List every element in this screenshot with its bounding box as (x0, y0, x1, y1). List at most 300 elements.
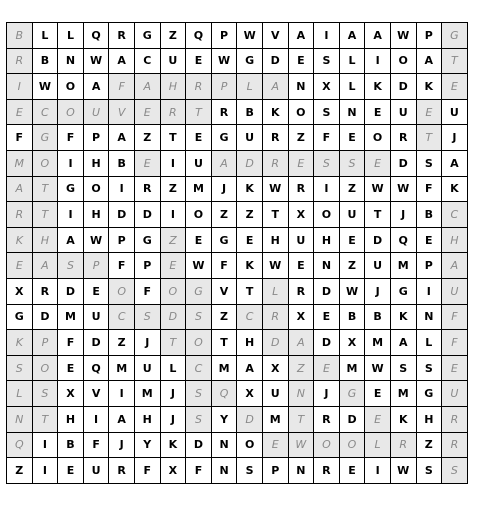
grid-cell[interactable]: F (58, 125, 84, 151)
grid-cell[interactable]: D (390, 150, 416, 176)
grid-cell[interactable]: R (32, 278, 58, 304)
grid-cell[interactable]: Z (288, 355, 314, 381)
grid-cell[interactable]: D (58, 278, 84, 304)
grid-cell[interactable]: B (416, 202, 442, 228)
grid-cell[interactable]: R (262, 304, 288, 330)
grid-cell[interactable]: E (288, 48, 314, 74)
grid-cell[interactable]: Z (339, 176, 365, 202)
grid-cell[interactable]: Z (339, 253, 365, 279)
grid-cell[interactable]: K (365, 74, 391, 100)
grid-cell[interactable]: D (237, 150, 263, 176)
grid-cell[interactable]: H (314, 227, 340, 253)
grid-cell[interactable]: U (262, 381, 288, 407)
grid-cell[interactable]: P (211, 74, 237, 100)
grid-cell[interactable]: A (211, 150, 237, 176)
grid-cell[interactable]: W (237, 23, 263, 49)
grid-cell[interactable]: Q (186, 23, 212, 49)
grid-cell[interactable]: E (339, 458, 365, 484)
grid-cell[interactable]: M (211, 355, 237, 381)
grid-cell[interactable]: Q (83, 355, 109, 381)
grid-cell[interactable]: X (58, 381, 84, 407)
grid-cell[interactable]: A (134, 74, 160, 100)
grid-cell[interactable]: L (32, 23, 58, 49)
grid-cell[interactable]: Z (237, 202, 263, 228)
grid-cell[interactable]: I (32, 432, 58, 458)
grid-cell[interactable]: E (134, 150, 160, 176)
grid-cell[interactable]: P (109, 227, 135, 253)
grid-cell[interactable]: E (365, 99, 391, 125)
grid-cell[interactable]: O (237, 432, 263, 458)
grid-cell[interactable]: M (134, 381, 160, 407)
grid-cell[interactable]: A (237, 355, 263, 381)
grid-cell[interactable]: T (442, 48, 468, 74)
grid-cell[interactable]: L (7, 381, 33, 407)
grid-cell[interactable]: Q (211, 381, 237, 407)
grid-cell[interactable]: W (186, 253, 212, 279)
grid-cell[interactable]: M (390, 253, 416, 279)
grid-cell[interactable]: M (262, 406, 288, 432)
grid-cell[interactable]: F (416, 176, 442, 202)
grid-cell[interactable]: Z (160, 23, 186, 49)
grid-cell[interactable]: D (109, 202, 135, 228)
grid-cell[interactable]: U (442, 381, 468, 407)
grid-cell[interactable]: W (339, 278, 365, 304)
grid-cell[interactable]: B (237, 99, 263, 125)
grid-cell[interactable]: N (288, 381, 314, 407)
grid-cell[interactable]: E (365, 406, 391, 432)
grid-cell[interactable]: J (390, 202, 416, 228)
grid-cell[interactable]: I (32, 458, 58, 484)
grid-cell[interactable]: X (160, 458, 186, 484)
grid-cell[interactable]: E (314, 304, 340, 330)
grid-cell[interactable]: V (109, 99, 135, 125)
grid-cell[interactable]: A (7, 176, 33, 202)
grid-cell[interactable]: W (390, 23, 416, 49)
grid-cell[interactable]: A (109, 48, 135, 74)
grid-cell[interactable]: S (134, 304, 160, 330)
grid-cell[interactable]: C (134, 48, 160, 74)
grid-cell[interactable]: U (390, 99, 416, 125)
grid-cell[interactable]: P (211, 23, 237, 49)
grid-cell[interactable]: F (134, 458, 160, 484)
grid-cell[interactable]: G (58, 176, 84, 202)
grid-cell[interactable]: R (262, 150, 288, 176)
grid-cell[interactable]: V (262, 23, 288, 49)
grid-cell[interactable]: E (186, 48, 212, 74)
grid-cell[interactable]: I (7, 74, 33, 100)
grid-cell[interactable]: H (262, 227, 288, 253)
grid-cell[interactable]: W (365, 355, 391, 381)
grid-cell[interactable]: E (442, 355, 468, 381)
grid-cell[interactable]: W (83, 227, 109, 253)
grid-cell[interactable]: B (58, 432, 84, 458)
grid-cell[interactable]: F (109, 253, 135, 279)
grid-cell[interactable]: R (7, 202, 33, 228)
grid-cell[interactable]: K (416, 74, 442, 100)
grid-cell[interactable]: G (211, 125, 237, 151)
grid-cell[interactable]: X (314, 74, 340, 100)
grid-cell[interactable]: R (314, 458, 340, 484)
grid-cell[interactable]: U (237, 125, 263, 151)
grid-cell[interactable]: E (365, 150, 391, 176)
grid-cell[interactable]: P (416, 23, 442, 49)
grid-cell[interactable]: G (7, 304, 33, 330)
grid-cell[interactable]: F (314, 125, 340, 151)
grid-cell[interactable]: N (288, 74, 314, 100)
grid-cell[interactable]: S (186, 304, 212, 330)
grid-cell[interactable]: N (211, 432, 237, 458)
grid-cell[interactable]: T (288, 406, 314, 432)
grid-cell[interactable]: D (134, 202, 160, 228)
grid-cell[interactable]: R (288, 278, 314, 304)
grid-cell[interactable]: M (339, 355, 365, 381)
grid-cell[interactable]: C (442, 202, 468, 228)
grid-cell[interactable]: U (442, 278, 468, 304)
grid-cell[interactable]: T (160, 330, 186, 356)
grid-cell[interactable]: R (390, 125, 416, 151)
grid-cell[interactable]: T (365, 202, 391, 228)
grid-cell[interactable]: D (32, 304, 58, 330)
grid-cell[interactable]: F (7, 125, 33, 151)
grid-cell[interactable]: L (416, 330, 442, 356)
grid-cell[interactable]: J (211, 176, 237, 202)
grid-cell[interactable]: H (58, 406, 84, 432)
grid-cell[interactable]: Z (416, 432, 442, 458)
grid-cell[interactable]: K (7, 330, 33, 356)
grid-cell[interactable]: J (365, 278, 391, 304)
grid-cell[interactable]: N (416, 304, 442, 330)
grid-cell[interactable]: T (32, 176, 58, 202)
grid-cell[interactable]: U (83, 99, 109, 125)
grid-cell[interactable]: S (390, 355, 416, 381)
grid-cell[interactable]: J (160, 381, 186, 407)
grid-cell[interactable]: O (58, 74, 84, 100)
grid-cell[interactable]: X (262, 355, 288, 381)
grid-cell[interactable]: I (160, 150, 186, 176)
grid-cell[interactable]: V (83, 381, 109, 407)
grid-cell[interactable]: E (58, 355, 84, 381)
grid-cell[interactable]: G (237, 48, 263, 74)
grid-cell[interactable]: D (365, 227, 391, 253)
grid-cell[interactable]: S (314, 48, 340, 74)
grid-cell[interactable]: E (7, 99, 33, 125)
grid-cell[interactable]: K (7, 227, 33, 253)
grid-cell[interactable]: R (390, 432, 416, 458)
grid-cell[interactable]: S (186, 406, 212, 432)
grid-cell[interactable]: M (365, 330, 391, 356)
grid-cell[interactable]: D (237, 406, 263, 432)
grid-cell[interactable]: D (83, 330, 109, 356)
grid-cell[interactable]: O (314, 202, 340, 228)
grid-cell[interactable]: P (83, 125, 109, 151)
grid-cell[interactable]: E (262, 432, 288, 458)
grid-cell[interactable]: R (288, 176, 314, 202)
grid-cell[interactable]: N (7, 406, 33, 432)
grid-cell[interactable]: A (32, 253, 58, 279)
grid-cell[interactable]: G (186, 278, 212, 304)
grid-cell[interactable]: Z (109, 330, 135, 356)
grid-cell[interactable]: S (416, 458, 442, 484)
grid-cell[interactable]: U (83, 458, 109, 484)
grid-cell[interactable]: Z (211, 202, 237, 228)
grid-cell[interactable]: W (262, 253, 288, 279)
grid-cell[interactable]: M (7, 150, 33, 176)
grid-cell[interactable]: S (416, 355, 442, 381)
grid-cell[interactable]: A (262, 74, 288, 100)
grid-cell[interactable]: U (83, 304, 109, 330)
grid-cell[interactable]: P (32, 330, 58, 356)
grid-cell[interactable]: H (83, 202, 109, 228)
grid-cell[interactable]: W (390, 176, 416, 202)
grid-cell[interactable]: O (288, 99, 314, 125)
grid-cell[interactable]: A (339, 23, 365, 49)
grid-cell[interactable]: W (365, 176, 391, 202)
grid-cell[interactable]: O (186, 330, 212, 356)
grid-cell[interactable]: W (32, 74, 58, 100)
grid-cell[interactable]: H (442, 227, 468, 253)
grid-cell[interactable]: A (288, 23, 314, 49)
grid-cell[interactable]: A (109, 406, 135, 432)
grid-cell[interactable]: A (442, 253, 468, 279)
grid-cell[interactable]: R (7, 48, 33, 74)
grid-cell[interactable]: O (390, 48, 416, 74)
grid-cell[interactable]: W (390, 458, 416, 484)
grid-cell[interactable]: Z (134, 125, 160, 151)
grid-cell[interactable]: O (83, 176, 109, 202)
grid-cell[interactable]: A (365, 23, 391, 49)
grid-cell[interactable]: E (442, 74, 468, 100)
grid-cell[interactable]: M (390, 381, 416, 407)
grid-cell[interactable]: D (262, 48, 288, 74)
grid-cell[interactable]: M (109, 355, 135, 381)
grid-cell[interactable]: N (339, 99, 365, 125)
grid-cell[interactable]: I (58, 202, 84, 228)
grid-cell[interactable]: O (365, 125, 391, 151)
grid-cell[interactable]: A (390, 330, 416, 356)
grid-cell[interactable]: E (58, 458, 84, 484)
grid-cell[interactable]: D (262, 330, 288, 356)
grid-cell[interactable]: Z (160, 176, 186, 202)
grid-cell[interactable]: G (339, 381, 365, 407)
grid-cell[interactable]: T (416, 125, 442, 151)
grid-cell[interactable]: K (237, 253, 263, 279)
grid-cell[interactable]: H (83, 150, 109, 176)
grid-cell[interactable]: Q (7, 432, 33, 458)
grid-cell[interactable]: E (314, 355, 340, 381)
grid-cell[interactable]: I (83, 406, 109, 432)
grid-cell[interactable]: U (160, 48, 186, 74)
grid-cell[interactable]: F (186, 458, 212, 484)
grid-cell[interactable]: G (32, 125, 58, 151)
grid-cell[interactable]: K (237, 176, 263, 202)
grid-cell[interactable]: A (416, 48, 442, 74)
grid-cell[interactable]: T (32, 406, 58, 432)
grid-cell[interactable]: P (262, 458, 288, 484)
grid-cell[interactable]: N (314, 253, 340, 279)
grid-cell[interactable]: D (160, 304, 186, 330)
grid-cell[interactable]: D (314, 330, 340, 356)
grid-cell[interactable]: G (442, 23, 468, 49)
grid-cell[interactable]: O (32, 355, 58, 381)
grid-cell[interactable]: D (339, 406, 365, 432)
grid-cell[interactable]: L (237, 74, 263, 100)
grid-cell[interactable]: H (134, 406, 160, 432)
grid-cell[interactable]: O (339, 432, 365, 458)
grid-cell[interactable]: F (134, 278, 160, 304)
grid-cell[interactable]: E (7, 253, 33, 279)
grid-cell[interactable]: B (32, 48, 58, 74)
grid-cell[interactable]: W (211, 48, 237, 74)
grid-cell[interactable]: A (442, 150, 468, 176)
grid-cell[interactable]: C (109, 304, 135, 330)
grid-cell[interactable]: F (442, 304, 468, 330)
grid-cell[interactable]: E (83, 278, 109, 304)
grid-cell[interactable]: Q (83, 23, 109, 49)
grid-cell[interactable]: I (365, 48, 391, 74)
grid-cell[interactable]: S (7, 355, 33, 381)
grid-cell[interactable]: L (58, 23, 84, 49)
grid-cell[interactable]: X (339, 330, 365, 356)
grid-cell[interactable]: I (416, 278, 442, 304)
grid-cell[interactable]: N (58, 48, 84, 74)
grid-cell[interactable]: X (288, 304, 314, 330)
grid-cell[interactable]: R (262, 125, 288, 151)
grid-cell[interactable]: M (58, 304, 84, 330)
grid-cell[interactable]: S (32, 381, 58, 407)
grid-cell[interactable]: O (186, 202, 212, 228)
grid-cell[interactable]: K (390, 304, 416, 330)
grid-cell[interactable]: O (32, 150, 58, 176)
grid-cell[interactable]: F (58, 330, 84, 356)
grid-cell[interactable]: H (416, 406, 442, 432)
grid-cell[interactable]: R (109, 458, 135, 484)
grid-cell[interactable]: X (237, 381, 263, 407)
grid-cell[interactable]: E (365, 381, 391, 407)
grid-cell[interactable]: B (339, 304, 365, 330)
grid-cell[interactable]: B (365, 304, 391, 330)
grid-cell[interactable]: Y (211, 406, 237, 432)
grid-cell[interactable]: T (262, 202, 288, 228)
grid-cell[interactable]: W (262, 176, 288, 202)
grid-cell[interactable]: E (237, 227, 263, 253)
grid-cell[interactable]: O (58, 99, 84, 125)
grid-cell[interactable]: B (7, 23, 33, 49)
grid-cell[interactable]: E (339, 227, 365, 253)
grid-cell[interactable]: R (442, 406, 468, 432)
grid-cell[interactable]: N (211, 458, 237, 484)
grid-cell[interactable]: U (134, 355, 160, 381)
grid-cell[interactable]: V (211, 278, 237, 304)
grid-cell[interactable]: I (109, 176, 135, 202)
grid-cell[interactable]: X (288, 202, 314, 228)
grid-cell[interactable]: E (339, 125, 365, 151)
grid-cell[interactable]: F (442, 330, 468, 356)
grid-cell[interactable]: L (160, 355, 186, 381)
grid-cell[interactable]: A (83, 74, 109, 100)
grid-cell[interactable]: E (186, 227, 212, 253)
grid-cell[interactable]: I (160, 202, 186, 228)
grid-cell[interactable]: K (262, 99, 288, 125)
grid-cell[interactable]: U (365, 253, 391, 279)
grid-cell[interactable]: M (186, 176, 212, 202)
grid-cell[interactable]: E (288, 150, 314, 176)
grid-cell[interactable]: N (288, 458, 314, 484)
grid-cell[interactable]: A (58, 227, 84, 253)
grid-cell[interactable]: H (160, 74, 186, 100)
grid-cell[interactable]: T (237, 278, 263, 304)
grid-cell[interactable]: S (416, 150, 442, 176)
grid-cell[interactable]: T (186, 99, 212, 125)
grid-cell[interactable]: U (339, 202, 365, 228)
grid-cell[interactable]: P (83, 253, 109, 279)
grid-cell[interactable]: D (314, 278, 340, 304)
grid-cell[interactable]: G (390, 278, 416, 304)
grid-cell[interactable]: H (237, 330, 263, 356)
grid-cell[interactable]: J (160, 406, 186, 432)
grid-cell[interactable]: L (339, 74, 365, 100)
grid-cell[interactable]: Q (390, 227, 416, 253)
grid-cell[interactable]: S (58, 253, 84, 279)
grid-cell[interactable]: K (442, 176, 468, 202)
grid-cell[interactable]: G (416, 381, 442, 407)
grid-cell[interactable]: I (314, 176, 340, 202)
grid-cell[interactable]: P (416, 253, 442, 279)
grid-cell[interactable]: K (390, 406, 416, 432)
grid-cell[interactable]: W (83, 48, 109, 74)
grid-cell[interactable]: S (339, 150, 365, 176)
grid-cell[interactable]: R (314, 406, 340, 432)
grid-cell[interactable]: S (237, 458, 263, 484)
grid-cell[interactable]: U (442, 99, 468, 125)
grid-cell[interactable]: R (186, 74, 212, 100)
grid-cell[interactable]: O (109, 278, 135, 304)
grid-cell[interactable]: U (288, 227, 314, 253)
grid-cell[interactable]: B (109, 150, 135, 176)
grid-cell[interactable]: C (186, 355, 212, 381)
grid-cell[interactable]: G (211, 227, 237, 253)
grid-cell[interactable]: R (160, 99, 186, 125)
grid-cell[interactable]: E (416, 99, 442, 125)
grid-cell[interactable]: T (32, 202, 58, 228)
grid-cell[interactable]: Z (211, 304, 237, 330)
grid-cell[interactable]: J (442, 125, 468, 151)
grid-cell[interactable]: I (109, 381, 135, 407)
grid-cell[interactable]: X (7, 278, 33, 304)
grid-cell[interactable]: L (339, 48, 365, 74)
grid-cell[interactable]: G (134, 227, 160, 253)
grid-cell[interactable]: I (365, 458, 391, 484)
grid-cell[interactable]: E (186, 125, 212, 151)
grid-cell[interactable]: J (109, 432, 135, 458)
grid-cell[interactable]: D (186, 432, 212, 458)
grid-cell[interactable]: H (32, 227, 58, 253)
grid-cell[interactable]: I (58, 150, 84, 176)
grid-cell[interactable]: I (314, 23, 340, 49)
grid-cell[interactable]: Z (288, 125, 314, 151)
grid-cell[interactable]: T (211, 330, 237, 356)
grid-cell[interactable]: F (83, 432, 109, 458)
grid-cell[interactable]: K (160, 432, 186, 458)
grid-cell[interactable]: U (186, 150, 212, 176)
grid-cell[interactable]: E (416, 227, 442, 253)
grid-cell[interactable]: L (262, 278, 288, 304)
grid-cell[interactable]: R (442, 432, 468, 458)
grid-cell[interactable]: A (288, 330, 314, 356)
grid-cell[interactable]: S (314, 150, 340, 176)
grid-cell[interactable]: O (314, 432, 340, 458)
grid-cell[interactable]: E (134, 99, 160, 125)
grid-cell[interactable]: S (314, 99, 340, 125)
